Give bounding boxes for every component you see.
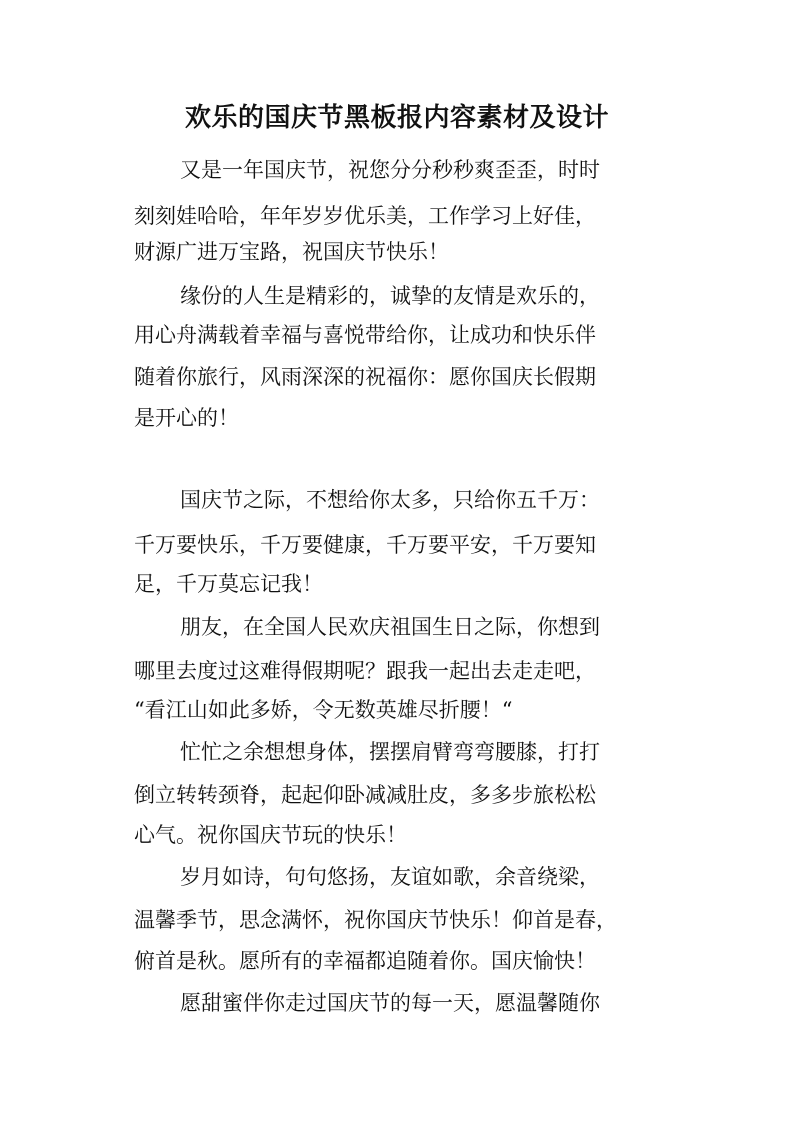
paragraph-line: 忙忙之余想想身体，摆摆肩臂弯弯腰膝，打打 [180, 740, 600, 764]
paragraph-line: 国庆节之际，不想给你太多，只给你五千万： [180, 488, 600, 512]
paragraph-line: 用心舟满载着幸福与喜悦带给你，让成功和快乐伴 [134, 323, 596, 347]
paragraph-line: 岁月如诗，句句悠扬，友谊如歌，余音绕梁， [180, 865, 600, 889]
paragraph-line: 刻刻娃哈哈，年年岁岁优乐美，工作学习上好佳， [134, 204, 596, 228]
paragraph-line: 千万要快乐，千万要健康，千万要平安，千万要知 [134, 533, 596, 557]
paragraph-line: 足，千万莫忘记我！ [134, 572, 323, 596]
paragraph-line: 缘份的人生是精彩的，诚挚的友情是欢乐的， [180, 284, 600, 308]
paragraph-line: 倒立转转颈脊，起起仰卧减减肚皮，多多步旅松松 [134, 783, 596, 807]
paragraph-line: “看江山如此多娇，令无数英雄尽折腰！“ [134, 698, 513, 722]
paragraph-line: 愿甜蜜伴你走过国庆节的每一天，愿温馨随你 [180, 991, 600, 1015]
document-title: 欢乐的国庆节黑板报内容素材及设计 [184, 103, 609, 133]
paragraph-line: 是开心的！ [134, 406, 239, 430]
paragraph-line: 随着你旅行，风雨深深的祝福你：愿你国庆长假期 [134, 365, 596, 389]
paragraph-line: 财源广进万宝路，祝国庆节快乐！ [134, 240, 449, 264]
paragraph-line: 温馨季节，思念满怀，祝你国庆节快乐！仰首是春， [134, 908, 617, 932]
paragraph-line: 心气。祝你国庆节玩的快乐！ [134, 823, 407, 847]
paragraph-line: 又是一年国庆节，祝您分分秒秒爽歪歪，时时 [180, 158, 600, 182]
paragraph-line: 俯首是秋。愿所有的幸福都追随着你。国庆愉快！ [134, 949, 596, 973]
paragraph-line: 哪里去度过这难得假期呢？跟我一起出去走走吧， [134, 659, 596, 683]
paragraph-line: 朋友，在全国人民欢庆祖国生日之际，你想到 [180, 615, 600, 639]
